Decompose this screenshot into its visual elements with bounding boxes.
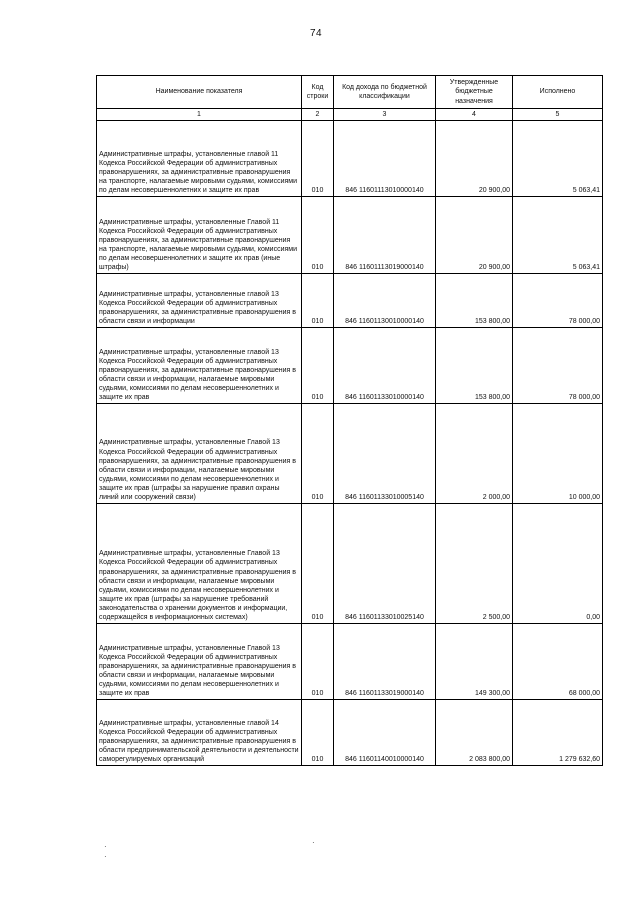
column-number: 4: [436, 109, 513, 121]
executed-amount: 10 000,00: [513, 404, 603, 504]
column-number: 1: [97, 109, 302, 121]
approved-amount: 2 083 800,00: [436, 700, 513, 766]
table-row: [97, 404, 603, 504]
executed-amount: 0,00: [513, 504, 603, 624]
header-indicator-name: Наименование показателя: [97, 76, 302, 109]
line-code: 010: [302, 700, 334, 766]
indicator-name: Административные штрафы, установленные главой 13 Кодекса Российской Федерации об административных правонарушениях, за административные правонарушения в области связи и информации: [97, 274, 302, 328]
indicator-name: Административные штрафы, установленные Главой 13 Кодекса Российской Федерации об административных правонарушениях, за административные правонарушения в области связи и информации, налагаемые мировыми судьями, комиссиями по делам несовершеннолетних и защите их прав: [97, 624, 302, 700]
budget-income-table: [96, 75, 603, 766]
table-row: [97, 700, 603, 766]
header-line-code: Код строки: [302, 76, 334, 109]
budget-code: 846 11601113010000140: [334, 121, 436, 197]
scan-speck: ·: [104, 842, 107, 851]
executed-amount: 68 000,00: [513, 624, 603, 700]
table-row: [97, 121, 603, 197]
indicator-name: Административные штрафы, установленные Главой 13 Кодекса Российской Федерации об административных правонарушениях, за административные правонарушения в области связи и информации, налагаемые мировыми судьями, комиссиями по делам несовершеннолетних и защите их прав (штрафы за нарушение требований законодательства о хранении документов и информации, содержащейся в информационных системах): [97, 504, 302, 624]
approved-amount: 20 900,00: [436, 197, 513, 274]
indicator-name: Административные штрафы, установленные главой 14 Кодекса Российской Федерации об административных правонарушениях, за административные правонарушения в области предпринимательской деятельности и деятельности саморегулируемых организаций: [97, 700, 302, 766]
scan-speck: ·: [312, 838, 315, 847]
line-code: 010: [302, 624, 334, 700]
budget-code: 846 11601133019000140: [334, 624, 436, 700]
column-number: 3: [334, 109, 436, 121]
table-row: [97, 504, 603, 624]
page-number: 74: [309, 28, 323, 39]
budget-code: 846 11601140010000140: [334, 700, 436, 766]
table-header-row: [97, 76, 603, 109]
approved-amount: 2 500,00: [436, 504, 513, 624]
indicator-name: Административные штрафы, установленные главой 11 Кодекса Российской Федерации об административных правонарушениях, за административные правонарушения на транспорте, налагаемые мировыми судьями, комиссиями по делам несовершеннолетних и защите их прав: [97, 121, 302, 197]
line-code: 010: [302, 328, 334, 404]
column-number: 5: [513, 109, 603, 121]
line-code: 010: [302, 504, 334, 624]
approved-amount: 149 300,00: [436, 624, 513, 700]
budget-code: 846 11601133010025140: [334, 504, 436, 624]
line-code: 010: [302, 197, 334, 274]
executed-amount: 78 000,00: [513, 274, 603, 328]
approved-amount: 153 800,00: [436, 274, 513, 328]
executed-amount: 5 063,41: [513, 197, 603, 274]
executed-amount: 5 063,41: [513, 121, 603, 197]
budget-code: 846 11601133010000140: [334, 328, 436, 404]
indicator-name: Административные штрафы, установленные Главой 13 Кодекса Российской Федерации об административных правонарушениях, за административные правонарушения в области связи и информации, налагаемые мировыми судьями, комиссиями по делам несовершеннолетних и защите их прав (штрафы за нарушение правил охраны линий или сооружений связи): [97, 404, 302, 504]
indicator-name: Административные штрафы, установленные главой 13 Кодекса Российской Федерации об административных правонарушениях, за административные правонарушения в области связи и информации, налагаемые мировыми судьями, комиссиями по делам несовершеннолетних и защите их прав: [97, 328, 302, 404]
executed-amount: 78 000,00: [513, 328, 603, 404]
budget-code: 846 11601130010000140: [334, 274, 436, 328]
budget-code: 846 11601113019000140: [334, 197, 436, 274]
table-row: [97, 197, 603, 274]
line-code: 010: [302, 404, 334, 504]
scan-speck: ·: [104, 852, 107, 861]
approved-amount: 20 900,00: [436, 121, 513, 197]
budget-code: 846 11601133010005140: [334, 404, 436, 504]
table-row: [97, 624, 603, 700]
header-executed: Исполнено: [513, 76, 603, 109]
table-row: [97, 274, 603, 328]
column-number-row: [97, 109, 603, 121]
header-budget-code: Код дохода по бюджетной классификации: [334, 76, 436, 109]
indicator-name: Административные штрафы, установленные Главой 11 Кодекса Российской Федерации об административных правонарушениях, за административные правонарушения на транспорте, налагаемые мировыми судьями, комиссиями по делам несовершеннолетних и защите их прав (иные штрафы): [97, 197, 302, 274]
table-row: [97, 328, 603, 404]
line-code: 010: [302, 274, 334, 328]
header-approved: Утвержденные бюджетные назначения: [436, 76, 513, 109]
approved-amount: 153 800,00: [436, 328, 513, 404]
column-number: 2: [302, 109, 334, 121]
line-code: 010: [302, 121, 334, 197]
approved-amount: 2 000,00: [436, 404, 513, 504]
executed-amount: 1 279 632,60: [513, 700, 603, 766]
